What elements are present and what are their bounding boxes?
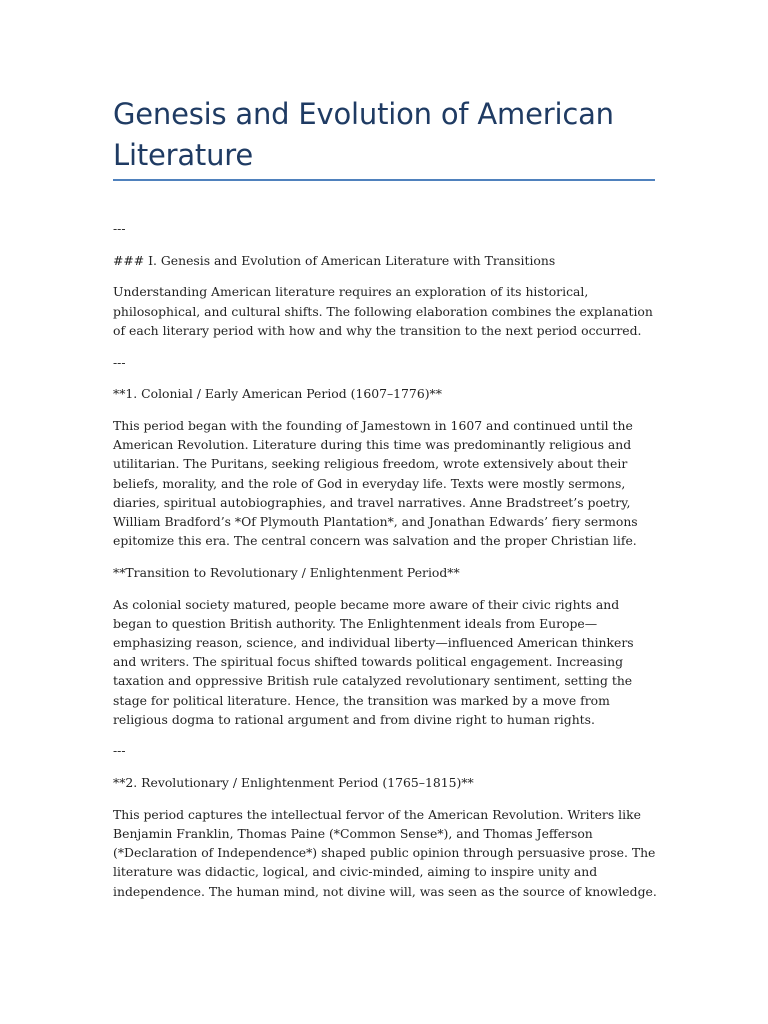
document-title: Genesis and Evolution of American Literature <box>113 97 614 172</box>
document-body <box>113 219 658 913</box>
body-paragraph: This period captures the intellectual fervor of the American Revolution. Writers like Benjamin Franklin, Thomas Paine (*Common Sense*), and Thomas Jefferson (*Declaration of Independence*) shaped public opinion through persuasive prose. The literature was didactic, logical, and civic-minded, aiming to inspire unity and independence. The human mind, not divine will, was seen as the source of knowledge. <box>113 806 657 899</box>
separator-line: --- <box>113 354 126 370</box>
separator-line: --- <box>113 743 126 759</box>
section-heading: ### I. Genesis and Evolution of American Literature with Transitions <box>113 252 556 268</box>
body-paragraph: As colonial society matured, people became more aware of their civic rights and began to question British authority. The Enlightenment ideals from Europe—emphasizing reason, science, and individual liberty—influenced American thinkers and writers. The spiritual focus shifted towards political engagement. Increasing taxation and oppressive British rule catalyzed revolutionary sentiment, setting the stage for political literature. Hence, the transition was marked by a move from religious dogma to rational argument and from divine right to human rights. <box>113 596 634 727</box>
body-paragraph: This period began with the founding of Jamestown in 1607 and continued until the American Revolution. Literature during this time was predominantly religious and utilitarian. The Puritans, seeking religious freedom, wrote extensively about their beliefs, morality, and the role of God in everyday life. Texts were mostly sermons, diaries, spiritual autobiographies, and travel narratives. Anne Bradstreet’s poetry, William Bradford’s *Of Plymouth Plantation*, and Jonathan Edwards’ fiery sermons epitomize this era. The central concern was salvation and the proper Christian life. <box>113 417 638 549</box>
transition-heading: **Transition to Revolutionary / Enlightenment Period** <box>113 564 460 580</box>
period-heading: **1. Colonial / Early American Period (1607–1776)** <box>113 386 442 402</box>
title-underline-divider <box>113 179 655 181</box>
intro-paragraph: Understanding American literature requires an exploration of its historical, philosophical, and cultural shifts. The following elaboration combines the explanation of each literary period with how and why the transition to the next period occurred. <box>113 284 653 338</box>
separator-line: --- <box>113 221 126 236</box>
period-heading: **2. Revolutionary / Enlightenment Period (1765–1815)** <box>113 775 474 791</box>
